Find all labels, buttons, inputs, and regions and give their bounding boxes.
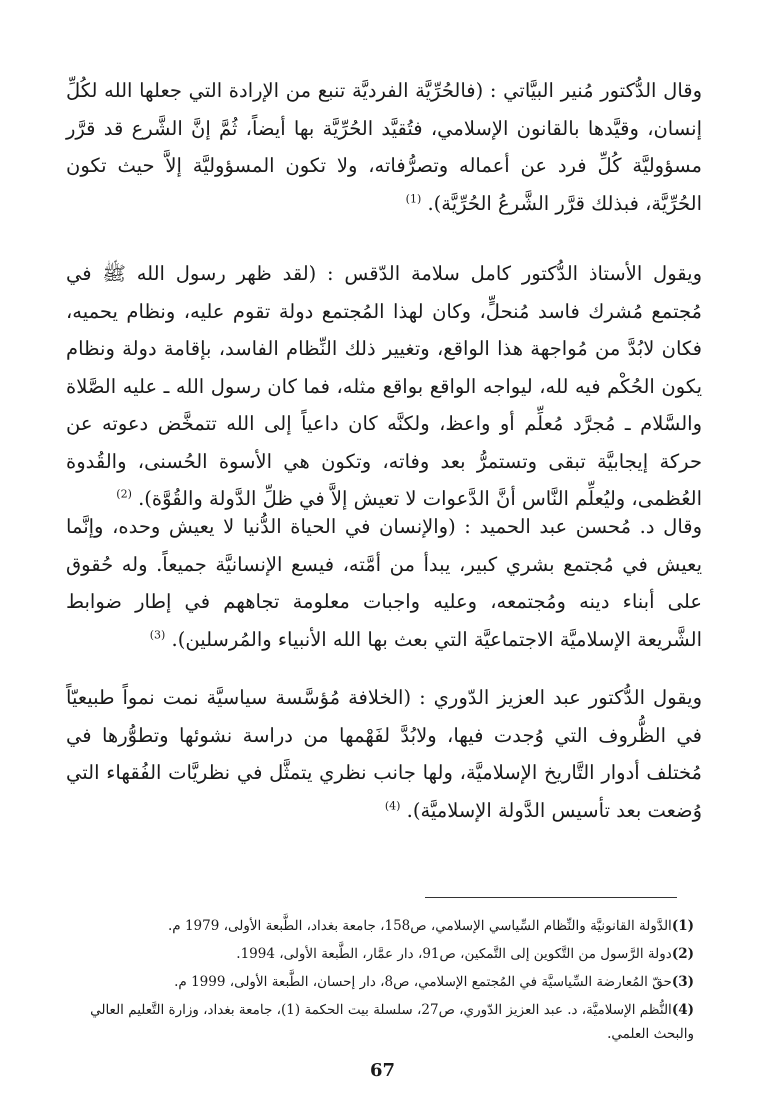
footnote-4-number: (4)	[671, 1002, 694, 1018]
paragraph-1-text: وقال الدُّكتور مُنير البيَّاتي : (فالحُرِّيَّة الفرديَّة تنبع من الإرادة التي جعلها الله لكُلِّ إنسان، وقيَّدها بالقانون الإسلامي، فتُقيَّد الحُرِّيَّة بها أيضاً، ثُمَّ إنَّ الشَّرع قد قرَّر مسؤوليَّة كُلِّ فرد عن أعماله وتصرُّفاته، ولا تكون المسؤوليَّة إلاَّ حيث تكون الحُرِّيَّة، فبذلك قرَّر الشَّرعُ الحُرِّيَّة).	[66, 79, 702, 215]
footnote-4	[52, 998, 694, 1046]
footnote-1-number: (1)	[671, 918, 694, 934]
footnote-divider	[425, 897, 677, 898]
page-number: 67	[369, 1060, 396, 1081]
paragraph-1	[66, 72, 702, 222]
footnote-ref-2[interactable]: (2)	[116, 487, 132, 501]
footnotes	[52, 912, 694, 1046]
paragraph-2-text: ويقول الأستاذ الدُّكتور كامل سلامة الدّقس : (لقد ظهر رسول الله ﷺ في مُجتمع مُشرك فاسد مُنحلٍّ، وكان لهذا المُجتمع دولة تقوم عليه، ونظام يحميه، فكان لابُدَّ من مُواجهة هذا الواقع، وتغيير ذلك النِّظام الفاسد، بإقامة دولة ونظام يكون الحُكْم فيه لله، ليواجه الواقع بواقع مثله، فما كان رسول الله ـ عليه الصَّلاة والسَّلام ـ مُجرَّد مُعلِّم أو واعظ، ولكنَّه كان داعياً إلى الله تتمخَّض دعوته عن حركة إيجابيَّة تبقى وتستمرُّ بعد وفاته، وتكون هي الأسوة الحُسنى، والقُدوة العُظمى، وليُعلِّم النَّاس أنَّ الدَّعوات لا تعيش إلاَّ في ظلِّ الدَّولة والقُوَّة).	[66, 262, 702, 510]
footnote-ref-1[interactable]: (1)	[405, 192, 422, 205]
footnote-4-text: النُّظم الإسلاميَّة، د. عبد العزيز الدّوري، ص27، سلسلة بيت الحكمة (1)، جامعة بغداد، وزارة التَّعليم العالي والبحث العلمي.	[90, 1002, 694, 1042]
footnote-2-number: (2)	[671, 946, 694, 962]
paragraph-4	[66, 679, 702, 829]
footnote-3-number: (3)	[671, 974, 694, 990]
paragraph-4-text: ويقول الدُّكتور عبد العزيز الدّوري : (الخلافة مُؤسَّسة سياسيَّة نمت نمواً طبيعيّاً في الظُّروف التي وُجدت فيها، ولابُدَّ لفَهْمها من دراسة نشوئها وتطوُّرها في مُختلف أدوار التَّاريخ الإسلاميَّة، ولها جانب نظري يتمثَّل في نظريَّات الفُقهاء التي وُضعت بعد تأسيس الدَّولة الإسلاميَّة).	[66, 686, 702, 822]
paragraph-3-text: وقال د. مُحسن عبد الحميد : (والإنسان في الحياة الدُّنيا لا يعيش وحده، وإنَّما يعيش في مُجتمع بشري كبير، يبدأ من أمَّته، فيسع الإنسانيَّة جميعاً. وله حُقوق على أبناء دينه ومُجتمعه، وعليه واجبات معلومة تجاههم في إطار ضوابط الشَّريعة الإسلاميَّة الاجتماعيَّة التي بعث بها الله الأنبياء والمُرسلين).	[66, 515, 702, 651]
footnote-2	[52, 940, 694, 968]
footnote-2-text: دولة الرَّسول من التَّكوين إلى التَّمكين، ص91، دار عمَّار، الطَّبعة الأولى، 1994.	[236, 946, 672, 962]
paragraph-3	[66, 508, 702, 658]
footnote-1	[52, 912, 694, 940]
footnote-ref-3[interactable]: (3)	[149, 628, 166, 641]
footnote-3	[52, 968, 694, 996]
footnote-ref-4[interactable]: (4)	[384, 799, 401, 812]
footnote-3-text: حقّ المُعارضة السِّياسيَّة في المُجتمع الإسلامي، ص8، دار إحسان، الطَّبعة الأولى، 1999 م.	[174, 974, 672, 990]
paragraph-2	[66, 255, 702, 518]
footnote-1-text: الدَّولة القانونيَّة والنِّظام السِّياسي الإسلامي، ص158، جامعة بغداد، الطَّبعة الأولى، 1979 م.	[168, 918, 672, 934]
